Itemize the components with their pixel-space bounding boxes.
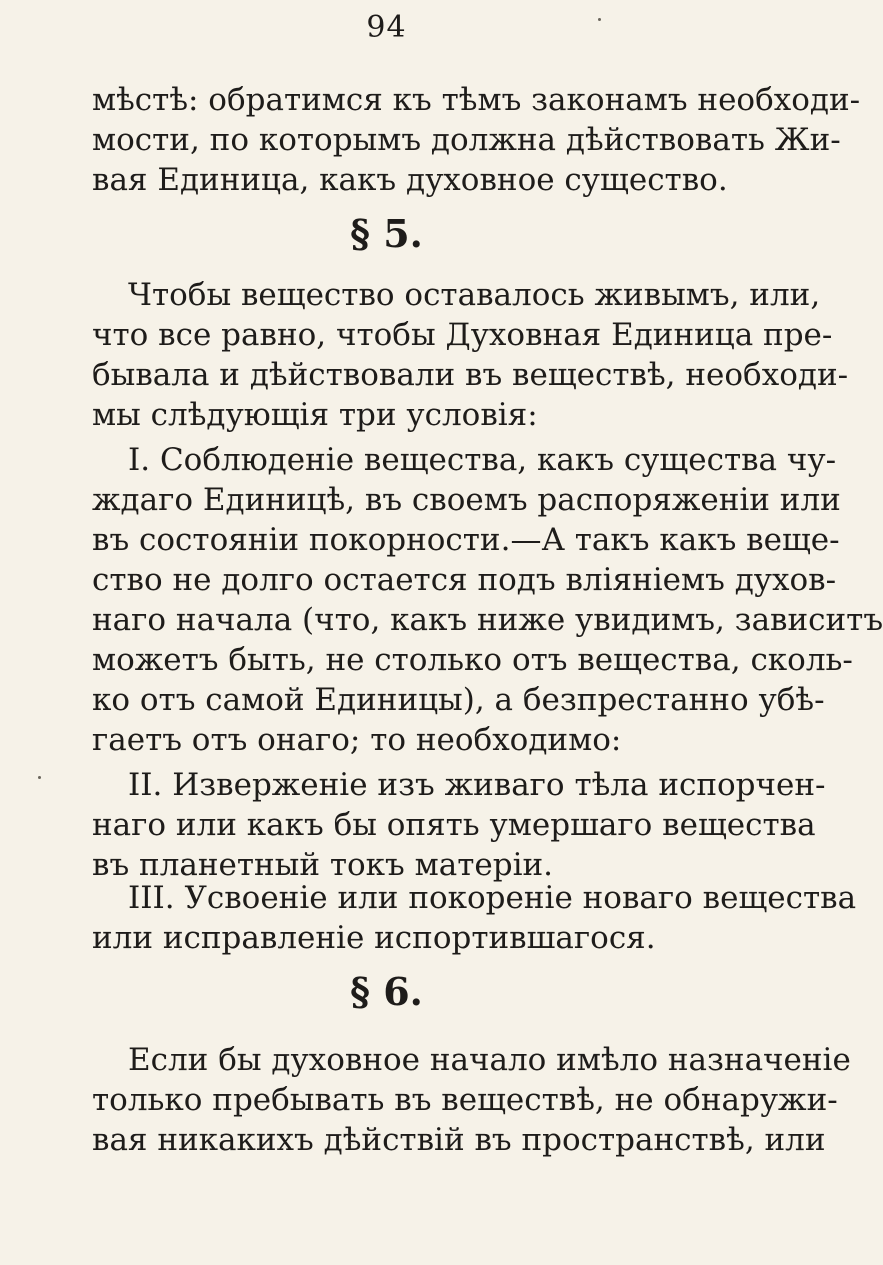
text-line: или исправленіе испортившагося. bbox=[92, 920, 656, 956]
text-line: вая Единица, какъ духовное существо. bbox=[92, 162, 728, 198]
text-line: наго начала (что, какъ ниже увидимъ, зависитъ bbox=[92, 602, 883, 638]
text-line: что все равно, чтобы Духовная Единица пре- bbox=[92, 317, 833, 353]
text-line: наго или какъ бы опять умершаго вещества bbox=[92, 807, 816, 843]
text-line: мы слѣдующія три условія: bbox=[92, 397, 538, 433]
text-line: Если бы духовное начало имѣло назначеніе bbox=[128, 1042, 851, 1078]
section-heading-5: § 5. bbox=[350, 211, 423, 256]
text-line: въ состояніи покорности.—А такъ какъ веще- bbox=[92, 522, 840, 558]
paper-speck bbox=[598, 18, 601, 21]
text-line: Чтобы вещество оставалось живымъ, или, bbox=[128, 277, 821, 313]
text-line: II. Изверженіе изъ живаго тѣла испорчен- bbox=[128, 767, 826, 803]
text-line: въ планетный токъ матеріи. bbox=[92, 847, 554, 883]
text-line: ство не долго остается подъ вліяніемъ духов- bbox=[92, 562, 837, 598]
text-line: вая никакихъ дѣйствій въ пространствѣ, или bbox=[92, 1122, 826, 1158]
text-line: I. Соблюденіе вещества, какъ существа чу- bbox=[128, 442, 837, 478]
text-line: мѣстѣ: обратимся къ тѣмъ законамъ необходи- bbox=[92, 82, 861, 118]
page-number: 94 bbox=[366, 10, 407, 45]
text-line: бывала и дѣйствовали въ веществѣ, необходи- bbox=[92, 357, 849, 393]
text-line: можетъ быть, не столько отъ вещества, сколь- bbox=[92, 642, 853, 678]
text-line: III. Усвоеніе или покореніе новаго вещества bbox=[128, 880, 857, 916]
text-line: только пребывать въ веществѣ, не обнаружи- bbox=[92, 1082, 838, 1118]
text-line: гаетъ отъ онаго; то необходимо: bbox=[92, 722, 622, 758]
text-line: ждаго Единицѣ, въ своемъ распоряженіи или bbox=[92, 482, 841, 518]
text-line: мости, по которымъ должна дѣйствовать Жи- bbox=[92, 122, 841, 158]
paper-speck bbox=[38, 776, 41, 779]
section-heading-6: § 6. bbox=[350, 969, 423, 1014]
text-line: ко отъ самой Единицы), а безпрестанно убѣ- bbox=[92, 682, 825, 718]
